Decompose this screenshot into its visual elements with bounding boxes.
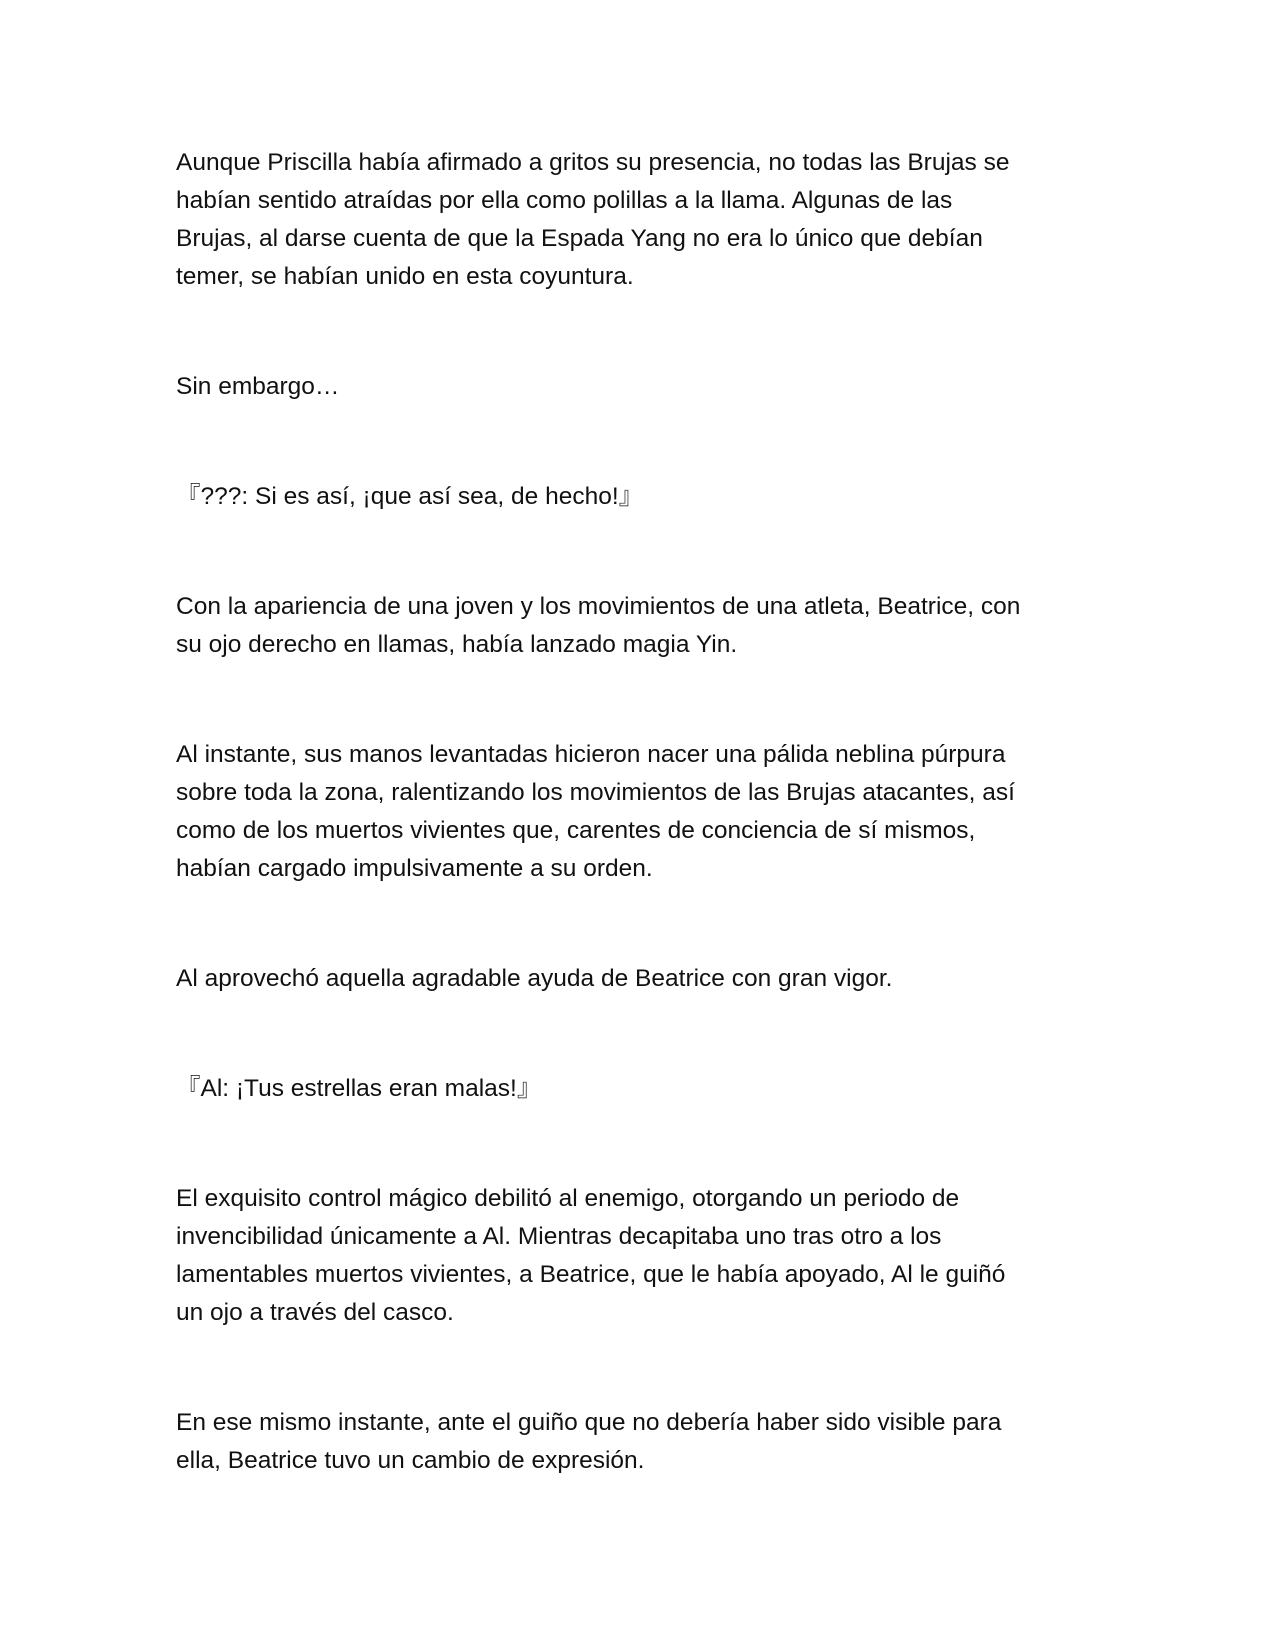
text-line: En ese mismo instante, ante el guiño que no debería haber sido visible para [176,1409,1002,1436]
document-body [176,144,1116,1552]
text-line: un ojo a través del casco. [176,1299,454,1326]
text-line: temer, se habían unido en esta coyuntura. [176,263,634,290]
paragraph-2 [176,368,1116,406]
paragraph-4 [176,736,1116,888]
text-line: Aunque Priscilla había afirmado a gritos su presencia, no todas las Brujas se [176,149,1010,176]
text-line: Con la apariencia de una joven y los movimientos de una atleta, Beatrice, con [176,593,1021,620]
text-line: Al instante, sus manos levantadas hicieron nacer una pálida neblina púrpura [176,741,1006,768]
text-line: sobre toda la zona, ralentizando los movimientos de las Brujas atacantes, así [176,779,1015,806]
dialogue-line: 『Al: ¡Tus estrellas eran malas!』 [176,1075,542,1102]
text-line: El exquisito control mágico debilitó al enemigo, otorgando un periodo de [176,1185,960,1212]
text-line: su ojo derecho en llamas, había lanzado magia Yin. [176,631,738,658]
text-line: lamentables muertos vivientes, a Beatrice, que le había apoyado, Al le guiñó [176,1261,1006,1288]
text-line: como de los muertos vivientes que, carentes de conciencia de sí mismos, [176,817,976,844]
dialogue-2 [176,1070,1116,1108]
text-line: habían sentido atraídas por ella como polillas a la llama. Algunas de las [176,187,953,214]
paragraph-1 [176,144,1116,296]
paragraph-5 [176,960,1116,998]
paragraph-6 [176,1180,1116,1332]
text-line: Sin embargo… [176,373,340,400]
paragraph-7 [176,1404,1116,1480]
text-line: invencibilidad únicamente a Al. Mientras decapitaba uno tras otro a los [176,1223,942,1250]
paragraph-3 [176,588,1116,664]
dialogue-line: 『???: Si es así, ¡que así sea, de hecho!』 [176,483,644,510]
text-line: Al aprovechó aquella agradable ayuda de Beatrice con gran vigor. [176,965,893,992]
text-line: habían cargado impulsivamente a su orden. [176,855,653,882]
text-line: Brujas, al darse cuenta de que la Espada Yang no era lo único que debían [176,225,983,252]
text-line: ella, Beatrice tuvo un cambio de expresión. [176,1447,645,1474]
dialogue-1 [176,478,1116,516]
